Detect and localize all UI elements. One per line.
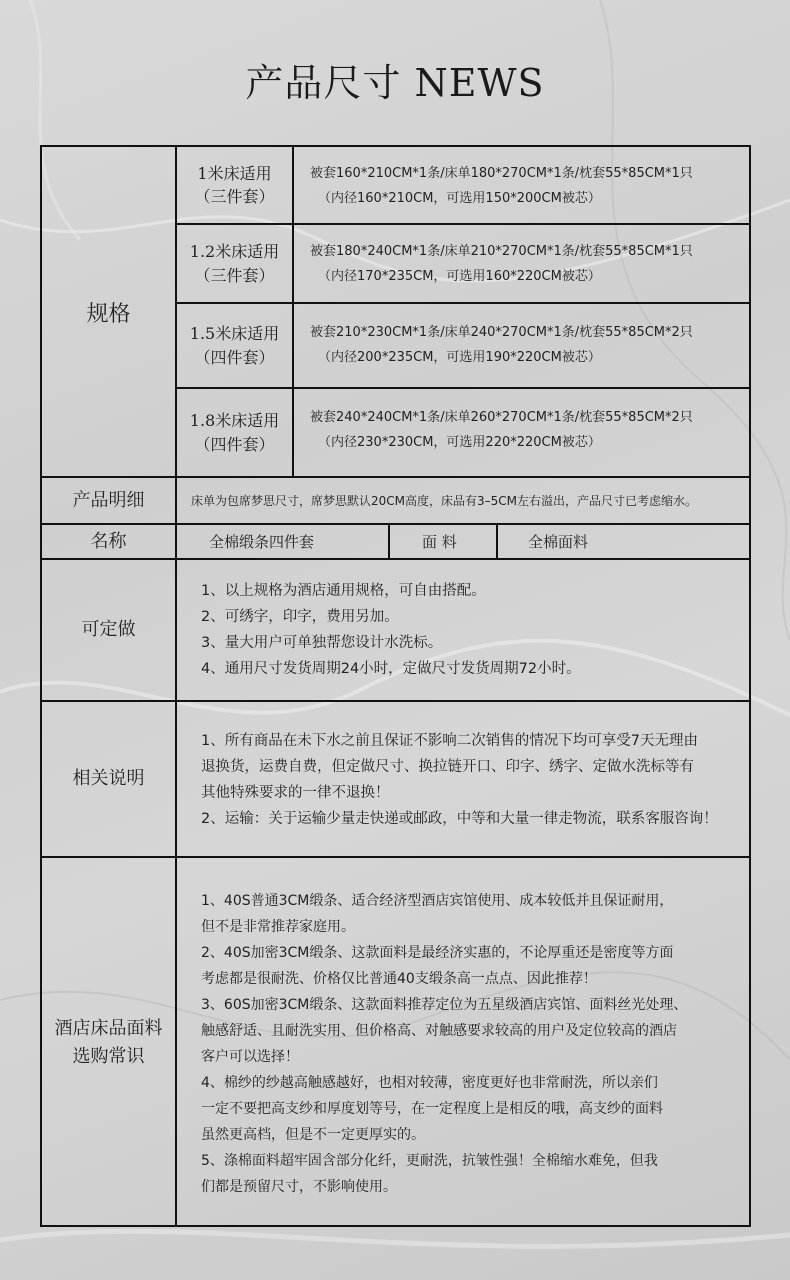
detail-text: 床单为包席梦思尺寸，席梦思默认20CM高度，床品有3–5CM左右溢出，产品尺寸已考虑缩水。 <box>191 494 698 508</box>
notes-line: 2、运输：关于运输少量走快递或邮政，中等和大量一律走物流，联系客服咨询！ <box>201 811 718 827</box>
guide-line: 5、涤棉面料超牢固含部分化纤，更耐洗，抗皱性强！全棉缩水难免，但我 <box>201 1153 658 1169</box>
spec-size-label: 1.8米床适用 <box>189 411 280 431</box>
guide-line: 3、60S加密3CM缎条、这款面料推荐定位为五星级酒店宾馆、面料丝光处理、 <box>201 997 688 1013</box>
spec-detail-4 <box>294 389 751 476</box>
name-label: 名称 <box>90 530 127 552</box>
guide-line: 一定不要把高支纱和厚度划等号，在一定程度上是相反的哦，高支纱的面料 <box>201 1101 663 1117</box>
spec-line: （内径170*235CM，可选用160*220CM被芯） <box>318 269 601 284</box>
guide-line: 触感舒适、且耐洗实用、但价格高、对触感要求较高的用户及定位较高的酒店 <box>201 1023 677 1039</box>
spec-line: （内径160*210CM，可选用150*200CM被芯） <box>318 191 601 206</box>
spec-line: （内径200*235CM，可选用190*220CM被芯） <box>318 350 601 365</box>
list-item: 4、通用尺寸发货周期24小时，定做尺寸发货周期72小时。 <box>201 661 581 677</box>
guide-line: 虽然更高档，但是不一定更厚实的。 <box>201 1127 425 1143</box>
guide-line: 们都是预留尺寸，不影响使用。 <box>201 1179 397 1195</box>
notes-line: 其他特殊要求的一律不退换！ <box>201 785 390 801</box>
spec-set-label: （三件套） <box>194 187 275 206</box>
list-item: 2、可绣字，印字，费用另加。 <box>201 609 399 625</box>
custom-list <box>177 560 751 700</box>
product-size-table <box>40 145 751 1227</box>
list-item: 1、以上规格为酒店通用规格，可自由搭配。 <box>201 583 486 599</box>
spec-set-label: （三件套） <box>194 265 275 285</box>
guide-line: 1、40S普通3CM缎条、适合经济型酒店宾馆使用、成本较低并且保证耐用， <box>201 893 674 909</box>
notes-label: 相关说明 <box>72 768 145 790</box>
fabric-label: 面 料 <box>422 533 457 551</box>
name-value: 全棉缎条四件套 <box>209 533 315 551</box>
custom-label: 可定做 <box>81 619 136 641</box>
list-item: 3、量大用户可单独帮您设计水洗标。 <box>201 635 443 651</box>
spec-line: （内径230*230CM，可选用220*220CM被芯） <box>318 435 601 450</box>
spec-size-4 <box>177 389 292 476</box>
spec-set-label: （四件套） <box>194 347 275 367</box>
spec-size-label: 1米床适用 <box>197 163 272 183</box>
spec-size-1 <box>177 147 292 223</box>
guide-line: 2、40S加密3CM缎条、这款面料是最经济实惠的，不论厚重还是密度等方面 <box>201 945 674 961</box>
spec-size-label: 1.2米床适用 <box>189 242 280 262</box>
guide-line: 客户可以选择！ <box>201 1049 299 1065</box>
spec-detail-2 <box>294 225 751 302</box>
guide-label-line: 酒店床品面料 <box>54 1017 163 1039</box>
guide-label-line: 选购常识 <box>72 1045 145 1067</box>
detail-label: 产品明细 <box>72 489 145 511</box>
spec-line: 被套240*240CM*1条/床单260*270CM*1条/枕套55*85CM*2只 <box>310 410 693 425</box>
guide-text <box>177 858 751 1227</box>
notes-text <box>177 702 751 856</box>
spec-size-2 <box>177 225 292 302</box>
guide-line: 4、棉纱的纱越高触感越好，也相对较薄，密度更好也非常耐洗，所以亲们 <box>201 1075 658 1091</box>
spec-set-label: （四件套） <box>194 434 275 454</box>
fabric-value: 全棉面料 <box>528 533 589 551</box>
notes-line: 1、所有商品在未下水之前且保证不影响二次销售的情况下均可享受7天无理由 <box>201 733 698 749</box>
guide-line: 考虑都是很耐洗、价格仅比普通40支缎条高一点点、因此推荐！ <box>201 971 597 987</box>
spec-line: 被套160*210CM*1条/床单180*270CM*1条/枕套55*85CM*1只 <box>310 166 693 181</box>
spec-size-label: 1.5米床适用 <box>189 324 280 344</box>
guide-label <box>42 858 175 1227</box>
spec-line: 被套210*230CM*1条/床单240*270CM*1条/枕套55*85CM*2只 <box>310 325 693 340</box>
spec-detail-1 <box>294 147 751 223</box>
spec-size-3 <box>177 304 292 387</box>
spec-line: 被套180*240CM*1条/床单210*270CM*1条/枕套55*85CM*1只 <box>310 244 693 259</box>
spec-detail-3 <box>294 304 751 387</box>
page-title: 产品尺寸 NEWS <box>245 61 545 105</box>
guide-line: 但不是非常推荐家庭用。 <box>201 919 355 935</box>
notes-line: 退换货，运费自费，但定做尺寸、换拉链开口、印字、绣字、定做水洗标等有 <box>201 759 694 775</box>
spec-label: 规格 <box>86 302 131 327</box>
